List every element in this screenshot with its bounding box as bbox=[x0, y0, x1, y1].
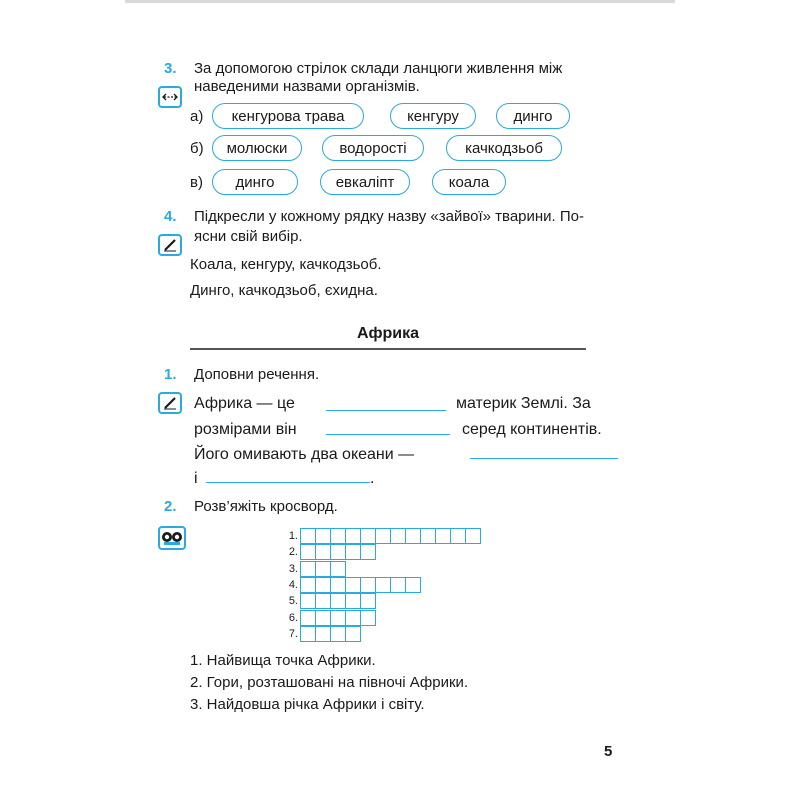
crossword-row-label: 6. bbox=[288, 611, 298, 624]
task3-row-c-label: в) bbox=[190, 174, 203, 191]
organism-pill: водорості bbox=[322, 135, 424, 161]
crossword-cell[interactable] bbox=[405, 577, 421, 593]
crossword-row bbox=[280, 593, 376, 609]
crossword-cell[interactable] bbox=[360, 577, 376, 593]
organism-pill: качкодзьоб bbox=[446, 135, 562, 161]
crossword-cell[interactable] bbox=[300, 544, 316, 560]
task3-instruction-line2: наведеними назвами організмів. bbox=[194, 78, 420, 95]
crossword-cell[interactable] bbox=[300, 610, 316, 626]
task3-row-a-label: а) bbox=[190, 108, 204, 125]
organism-pill: молюски bbox=[212, 135, 302, 161]
crossword-cell[interactable] bbox=[315, 593, 331, 609]
crossword-cell[interactable] bbox=[360, 528, 376, 544]
page-number: 5 bbox=[604, 743, 613, 760]
arrow-both-icon bbox=[158, 86, 182, 108]
crossword-cell[interactable] bbox=[375, 528, 391, 544]
crossword-cell[interactable] bbox=[435, 528, 451, 544]
task3-number: 3. bbox=[164, 60, 177, 77]
answer-blank[interactable] bbox=[470, 458, 618, 459]
crossword-cell[interactable] bbox=[360, 610, 376, 626]
crossword-cell[interactable] bbox=[315, 577, 331, 593]
task1-line4-end: . bbox=[370, 470, 375, 487]
organism-pill: кенгурова трава bbox=[212, 103, 364, 129]
pencil-icon bbox=[158, 234, 182, 256]
crossword-cell[interactable] bbox=[390, 577, 406, 593]
crossword-cell[interactable] bbox=[390, 528, 406, 544]
crossword-cell[interactable] bbox=[330, 528, 346, 544]
top-border bbox=[125, 0, 675, 3]
crossword-cell[interactable] bbox=[300, 561, 316, 577]
task2-instruction: Розв’яжіть кросворд. bbox=[194, 498, 338, 515]
clue-1: 1. Найвища точка Африки. bbox=[190, 652, 376, 669]
answer-blank[interactable] bbox=[326, 434, 450, 435]
crossword-row bbox=[280, 626, 361, 642]
task4-instruction-line2: ясни свій вибір. bbox=[194, 228, 303, 245]
task1-instruction: Доповни речення. bbox=[194, 366, 320, 383]
organism-pill: кенгуру bbox=[390, 103, 476, 129]
organism-pill: динго bbox=[212, 169, 298, 195]
crossword-cell[interactable] bbox=[345, 528, 361, 544]
task1-line2-end: серед континентів. bbox=[462, 421, 602, 438]
crossword-cell[interactable] bbox=[405, 528, 421, 544]
crossword-row bbox=[280, 577, 421, 593]
pencil-icon bbox=[158, 392, 182, 414]
crossword-cell[interactable] bbox=[315, 626, 331, 642]
crossword-cell[interactable] bbox=[345, 626, 361, 642]
crossword-cell[interactable] bbox=[330, 593, 346, 609]
crossword-cell[interactable] bbox=[300, 577, 316, 593]
crossword-cell[interactable] bbox=[360, 544, 376, 560]
crossword-cell[interactable] bbox=[315, 544, 331, 560]
task1-number: 1. bbox=[164, 366, 177, 383]
clue-3: 3. Найдовша річка Африки і світу. bbox=[190, 696, 425, 713]
pair-work-icon bbox=[158, 526, 186, 550]
crossword-cell[interactable] bbox=[345, 577, 361, 593]
organism-pill: евкаліпт bbox=[320, 169, 410, 195]
crossword-cell[interactable] bbox=[375, 577, 391, 593]
organism-pill: коала bbox=[432, 169, 506, 195]
crossword-cell[interactable] bbox=[315, 610, 331, 626]
crossword-row bbox=[280, 610, 376, 626]
crossword-row-label: 4. bbox=[288, 578, 298, 591]
crossword-cell[interactable] bbox=[465, 528, 481, 544]
crossword-cell[interactable] bbox=[330, 544, 346, 560]
task2-number: 2. bbox=[164, 498, 177, 515]
crossword-cell[interactable] bbox=[300, 626, 316, 642]
crossword-row-label: 2. bbox=[288, 546, 298, 559]
task4-instruction-line1: Підкресли у кожному рядку назву «зайвої» тварини. По- bbox=[194, 208, 584, 225]
crossword-cell[interactable] bbox=[360, 593, 376, 609]
crossword-cell[interactable] bbox=[345, 544, 361, 560]
crossword-cell[interactable] bbox=[345, 610, 361, 626]
answer-blank[interactable] bbox=[206, 482, 370, 483]
organism-pill: динго bbox=[496, 103, 570, 129]
task3-row-b-label: б) bbox=[190, 140, 204, 157]
crossword-row-label: 7. bbox=[288, 627, 298, 640]
task1-line1-start: Африка — це bbox=[194, 395, 295, 412]
task4-list1: Коала, кенгуру, качкодзьоб. bbox=[190, 256, 382, 273]
task4-number: 4. bbox=[164, 208, 177, 225]
task1-line1-end: материк Землі. За bbox=[456, 395, 591, 412]
crossword-row-label: 1. bbox=[288, 530, 298, 542]
answer-blank[interactable] bbox=[326, 410, 446, 411]
task1-line4-start: і bbox=[194, 470, 198, 487]
task4-list2: Динго, качкодзьоб, єхидна. bbox=[190, 282, 378, 299]
crossword-row bbox=[280, 561, 346, 577]
crossword-cell[interactable] bbox=[330, 577, 346, 593]
crossword-cell[interactable] bbox=[450, 528, 466, 544]
task1-line2-start: розмірами він bbox=[194, 421, 297, 438]
crossword-row bbox=[280, 528, 481, 544]
crossword-cell[interactable] bbox=[300, 593, 316, 609]
crossword-row-label: 3. bbox=[288, 562, 298, 575]
crossword-cell[interactable] bbox=[330, 626, 346, 642]
crossword-cell[interactable] bbox=[345, 593, 361, 609]
crossword-cell[interactable] bbox=[330, 561, 346, 577]
task3-instruction-line1: За допомогою стрілок склади ланцюги живлення між bbox=[194, 60, 563, 77]
section-divider bbox=[190, 348, 586, 350]
crossword-cell[interactable] bbox=[315, 561, 331, 577]
crossword-row bbox=[280, 544, 376, 560]
crossword-cell[interactable] bbox=[420, 528, 436, 544]
crossword-cell[interactable] bbox=[300, 528, 316, 544]
crossword-cell[interactable] bbox=[330, 610, 346, 626]
clue-2: 2. Гори, розташовані на півночі Африки. bbox=[190, 674, 469, 691]
task1-line3-start: Його омивають два океани — bbox=[194, 446, 415, 463]
crossword-row-label: 5. bbox=[288, 595, 298, 608]
section-title: Африка bbox=[356, 325, 420, 342]
crossword-cell[interactable] bbox=[315, 528, 331, 544]
